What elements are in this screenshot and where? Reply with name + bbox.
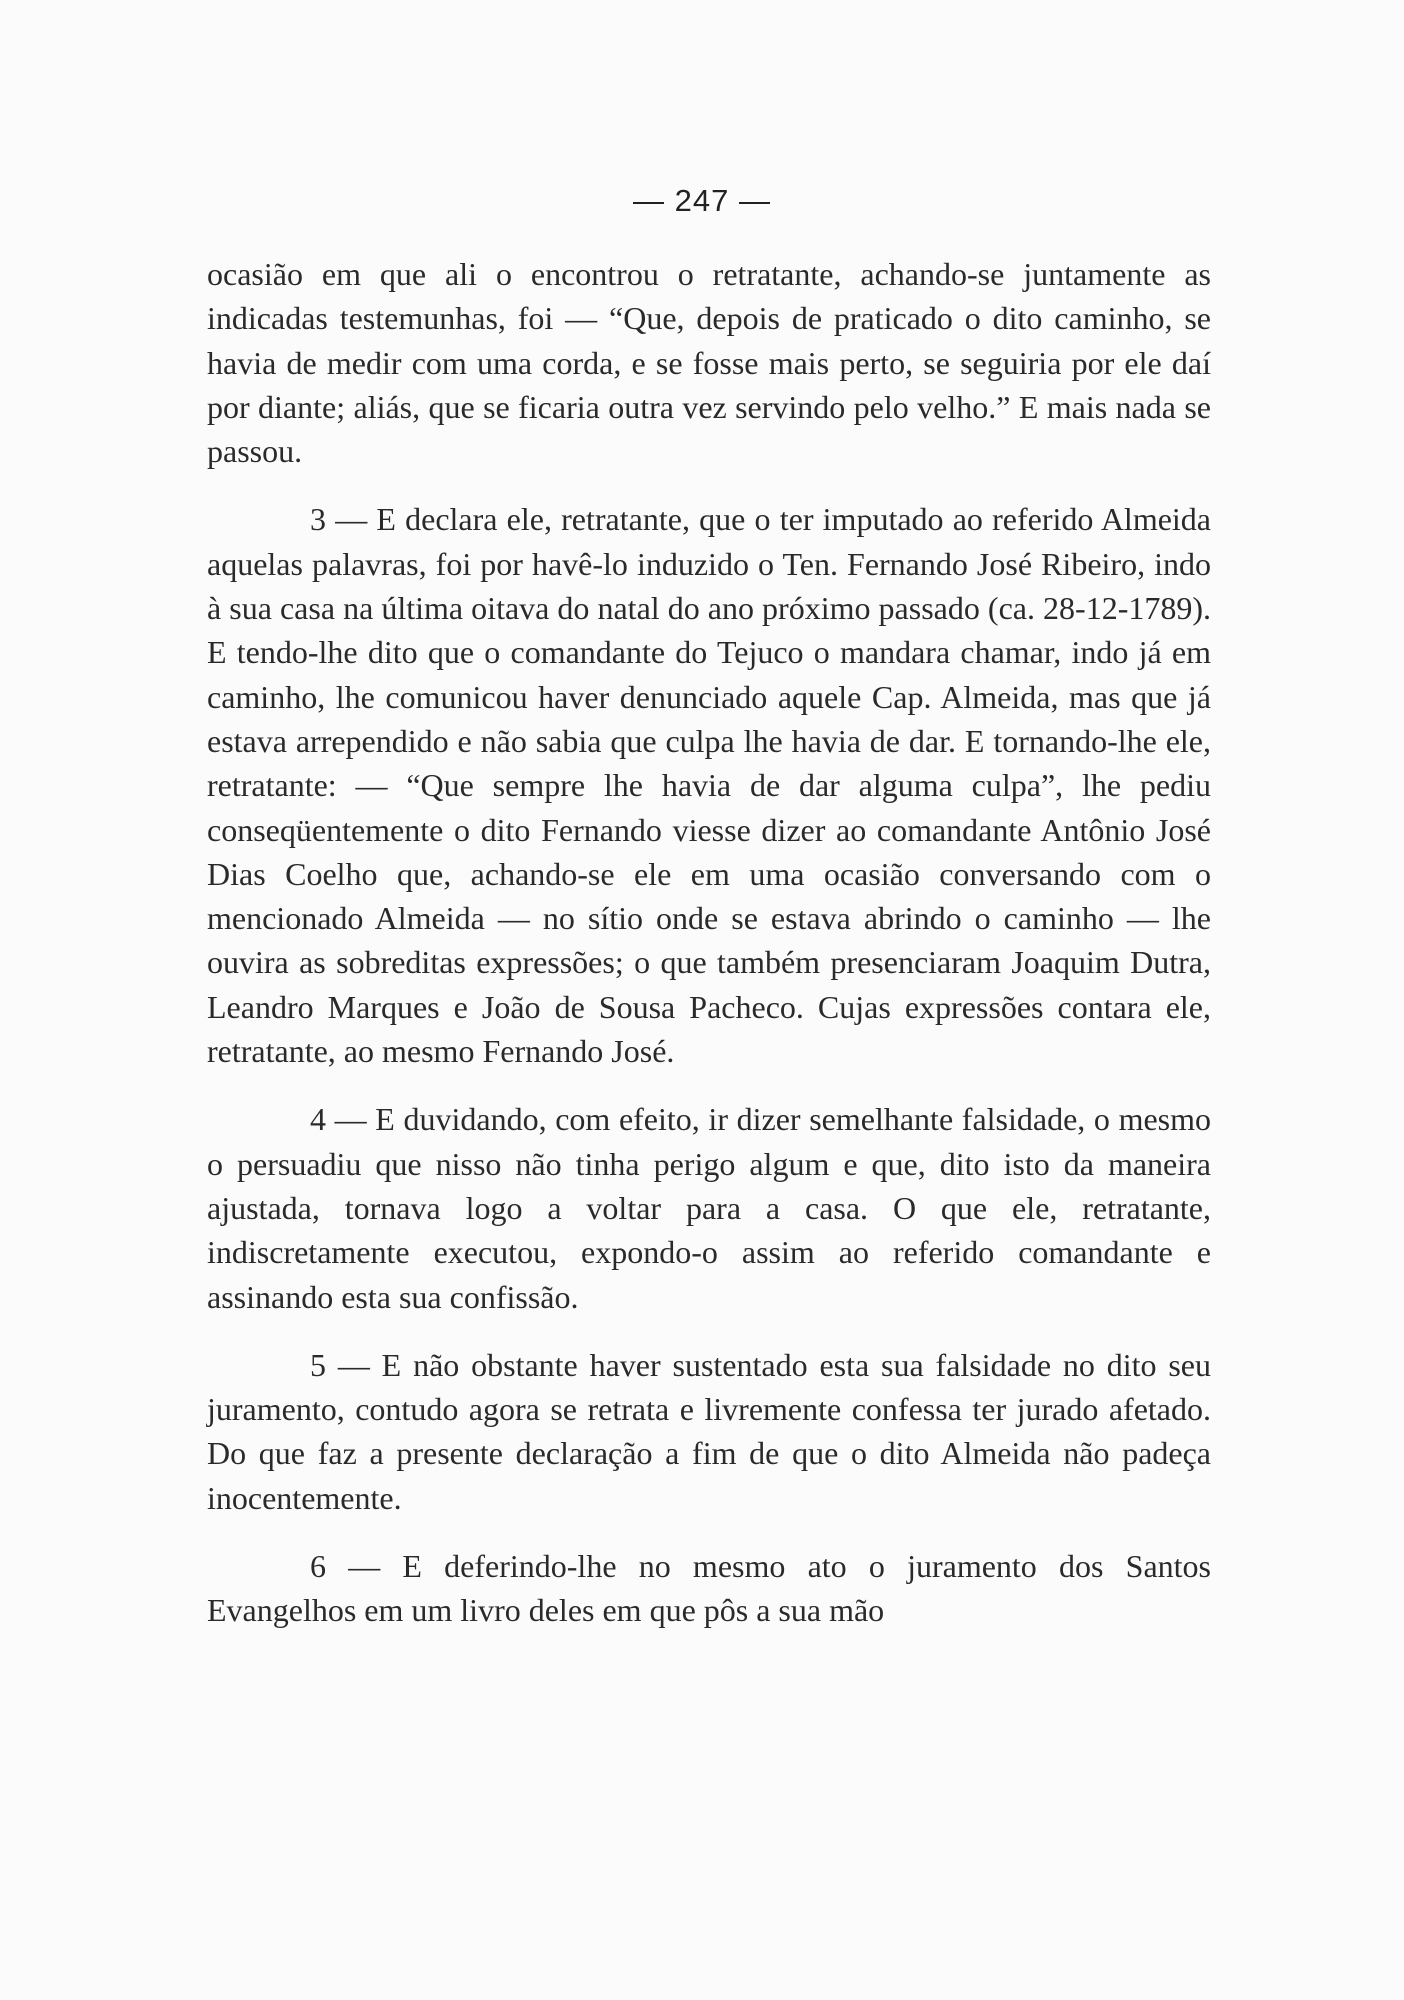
page-number: — 247 —	[633, 183, 771, 218]
paragraph-3: 3 — E declara ele, retratante, que o ter imputado ao referido Almeida aquelas palavras, foi por havê-lo induzido o Ten. Fernando José Ribeiro, indo à sua casa na última oitava do natal do ano próximo passado (ca. 28-12-1789). E tendo-lhe dito que o comandante do Tejuco o mandara chamar, indo já em caminho, lhe comunicou haver denunciado aquele Cap. Almeida, mas que já estava arrependido e não sabia que culpa lhe havia de dar. E tornando-lhe ele, retratante: — “Que sempre lhe havia de dar alguma culpa”, lhe pediu conseqüentemente o dito Fernando viesse dizer ao comandante Antônio José Dias Coelho que, achando-se ele em uma ocasião conversando com o mencionado Almeida — no sítio onde se estava abrindo o caminho — lhe ouvira as sobreditas expressões; o que também presenciaram Joaquim Dutra, Leandro Marques e João de Sousa Pacheco. Cujas expressões contara ele, retratante, ao mesmo Fernando José.	[207, 501, 1211, 1070]
paragraph-4: 4 — E duvidando, com efeito, ir dizer semelhante falsidade, o mesmo o persuadiu que nisso não tinha perigo algum e que, dito isto da maneira ajustada, tornava logo a voltar para a casa. O que ele, retratante, indiscretamente executou, expondo-o assim ao referido comandante e assinando esta sua confissão.	[207, 1101, 1211, 1315]
page-body-text	[207, 252, 1211, 1633]
paragraph-continuation: ocasião em que ali o encontrou o retratante, achando-se juntamente as indicadas testemunhas, foi — “Que, depois de praticado o dito caminho, se havia de medir com uma corda, e se fosse mais perto, se seguiria por ele daí por diante; aliás, que se ficaria outra vez servindo pelo velho.” E mais nada se passou.	[207, 256, 1211, 470]
paragraph-6: 6 — E deferindo-lhe no mesmo ato o juramento dos Santos Evangelhos em um livro deles em que pôs a sua mão	[207, 1548, 1211, 1629]
paragraph-5: 5 — E não obstante haver sustentado esta sua falsidade no dito seu juramento, contudo agora se retrata e livremente confessa ter jurado afetado. Do que faz a presente declaração a fim de que o dito Almeida não padeça inocentemente.	[207, 1346, 1211, 1516]
